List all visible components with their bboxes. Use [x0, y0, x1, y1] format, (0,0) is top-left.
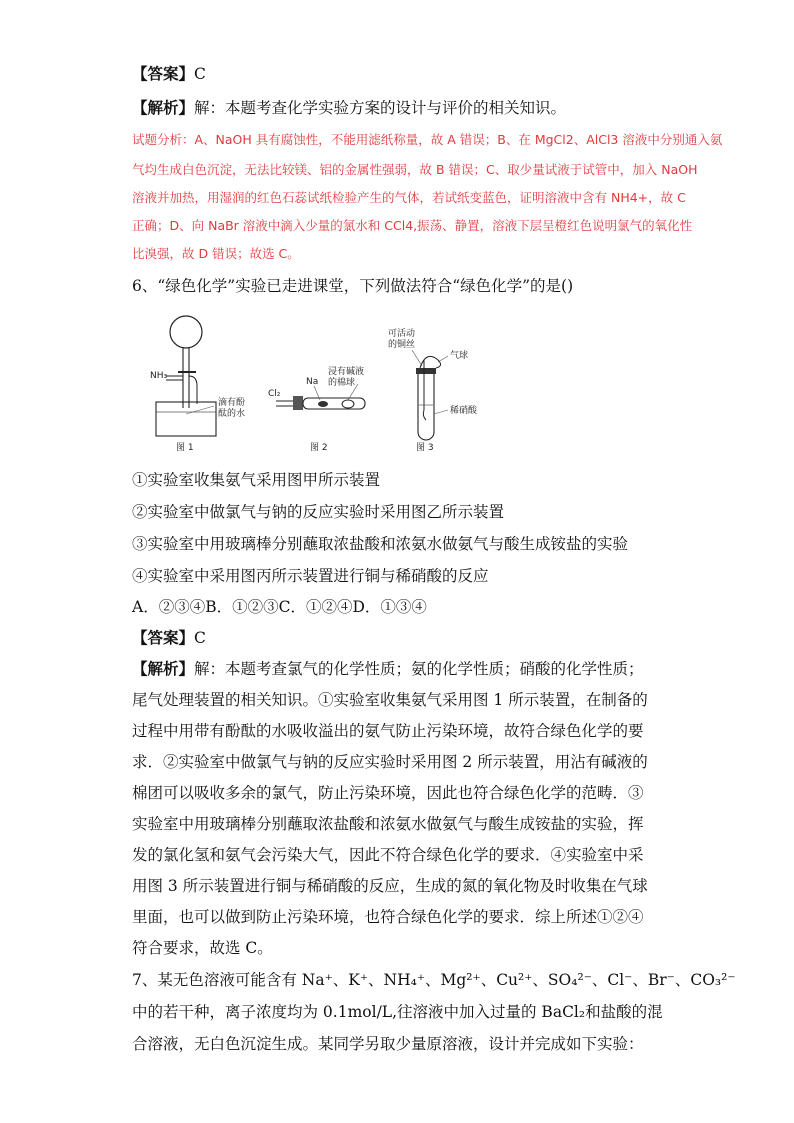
q6-analysis-line-3: 过程中用带有酚酞的水吸收溢出的氨气防止污染环境，故符合绿色化学的要 [132, 722, 644, 740]
fig1-water-label-b: 酞的水 [218, 409, 246, 419]
q6-apparatus-figure [148, 310, 478, 455]
fig1-apparatus [150, 316, 245, 453]
q5-answer-label: 【答案】 [132, 64, 195, 83]
fig2-caption: 图 2 [310, 443, 328, 453]
q6-statement-1: ①实验室收集氨气采用图甲所示装置 [132, 471, 381, 489]
q6-analysis-line-10: 符合要求，故选 C。 [132, 939, 273, 957]
q6-analysis-line-1 [132, 659, 644, 679]
q5-answer-value: C [194, 65, 206, 83]
fig2-cotton-label-b: 的棉球 [328, 378, 356, 388]
fig1-water-label-a: 滴有酚 [218, 398, 246, 408]
q6-question: 6、“绿色化学”实验已走进课堂，下列做法符合“绿色化学”的是() [132, 277, 574, 295]
fig3-wire-label-a: 可活动 [388, 329, 416, 339]
q5-red-line-5: 比溴强，故 D 错误；故选 C。 [132, 246, 300, 261]
q7-line-3: 合溶液，无白色沉淀生成。某同学另取少量原溶液，设计并完成如下实验： [132, 1035, 644, 1053]
fig3-balloon-label: 气球 [450, 351, 469, 361]
fig2-apparatus [268, 365, 365, 453]
q6-analysis-line-6: 实验室中用玻璃棒分别蘸取浓盐酸和浓氨水做氨气与酸生成铵盐的实验，挥 [132, 815, 644, 833]
fig3-apparatus [388, 327, 478, 453]
fig1-caption: 图 1 [176, 443, 194, 453]
q5-answer-line [132, 64, 206, 84]
fig3-wire-label-b: 的铜丝 [388, 340, 416, 350]
q6-answer-label: 【答案】 [132, 628, 195, 647]
q6-analysis-line-9: 里面，也可以做到防止污染环境，也符合绿色化学的要求．综上所述①②④ [132, 908, 644, 926]
q7-line-1: 7、某无色溶液可能含有 Na⁺、K⁺、NH₄⁺、Mg²⁺、Cu²⁺、SO₄²⁻、Cl⁻、Br⁻、CO₃²⁻ [132, 971, 736, 989]
q5-red-line-1: 试题分析：A、NaOH 具有腐蚀性，不能用滤纸称量，故 A 错误；B、在 MgCl2、AlCl3 溶液中分别通入氨 [132, 132, 723, 147]
q5-red-line-3: 溶液并加热，用湿润的红色石蕊试纸检验产生的气体，若试纸变蓝色，证明溶液中含有 NH4+，故 C [132, 190, 686, 205]
q6-statement-3: ③实验室中用玻璃棒分别蘸取浓盐酸和浓氨水做氨气与酸生成铵盐的实验 [132, 535, 629, 553]
q5-red-line-2: 气均生成白色沉淀，无法比较镁、铝的金属性强弱，故 B 错误；C、取少量试液于试管中，加入 NaOH [132, 162, 698, 177]
fig2-metal-label: Na [306, 377, 319, 387]
q6-analysis-line-8: 用图 3 所示装置进行铜与稀硝酸的反应，生成的氮的氧化物及时收集在气球 [132, 877, 648, 895]
q5-analysis-line [132, 98, 566, 118]
q6-analysis-line-5: 棉团可以吸收多余的氯气，防止污染环境，因此也符合绿色化学的范畴．③ [132, 784, 644, 802]
q5-analysis-text: 解：本题考查化学实验方案的设计与评价的相关知识。 [194, 99, 567, 117]
fig2-cotton-label-a: 浸有碱液 [328, 367, 365, 377]
fig3-caption: 图 3 [416, 443, 434, 453]
q6-answer-line [132, 628, 206, 648]
q6-choices: A．②③④B．①②③C．①②④D．①③④ [132, 598, 427, 616]
fig2-gas-label: Cl₂ [268, 389, 281, 399]
q6-statement-2: ②实验室中做氯气与钠的反应实验时采用图乙所示装置 [132, 503, 505, 521]
q6-analysis-line-4: 求．②实验室中做氯气与钠的反应实验时采用图 2 所示装置，用沾有碱液的 [132, 753, 648, 771]
q6-analysis-label: 【解析】 [132, 659, 195, 678]
q6-statement-4: ④实验室中采用图丙所示装置进行铜与稀硝酸的反应 [132, 567, 489, 585]
fig1-gas-label: NH₃ [150, 371, 168, 381]
q6-analysis-text-1: 解：本题考查氯气的化学性质；氨的化学性质；硝酸的化学性质； [194, 660, 644, 678]
q5-red-line-4: 正确；D、向 NaBr 溶液中滴入少量的氯水和 CCl4,振荡、静置，溶液下层呈橙红色说明氯气的氧化性 [132, 218, 693, 233]
q7-line-2: 中的若干种，离子浓度均为 0.1mol/L,往溶液中加入过量的 BaCl₂和盐酸的混 [132, 1003, 663, 1021]
q6-analysis-line-7: 发的氯化氢和氨气会污染大气，因此不符合绿色化学的要求．④实验室中采 [132, 846, 644, 864]
q6-analysis-line-2: 尾气处理装置的相关知识。①实验室收集氨气采用图 1 所示装置，在制备的 [132, 691, 648, 709]
q5-analysis-label: 【解析】 [132, 98, 195, 117]
fig3-acid-label: 稀硝酸 [450, 406, 478, 416]
q6-answer-value: C [194, 629, 206, 647]
